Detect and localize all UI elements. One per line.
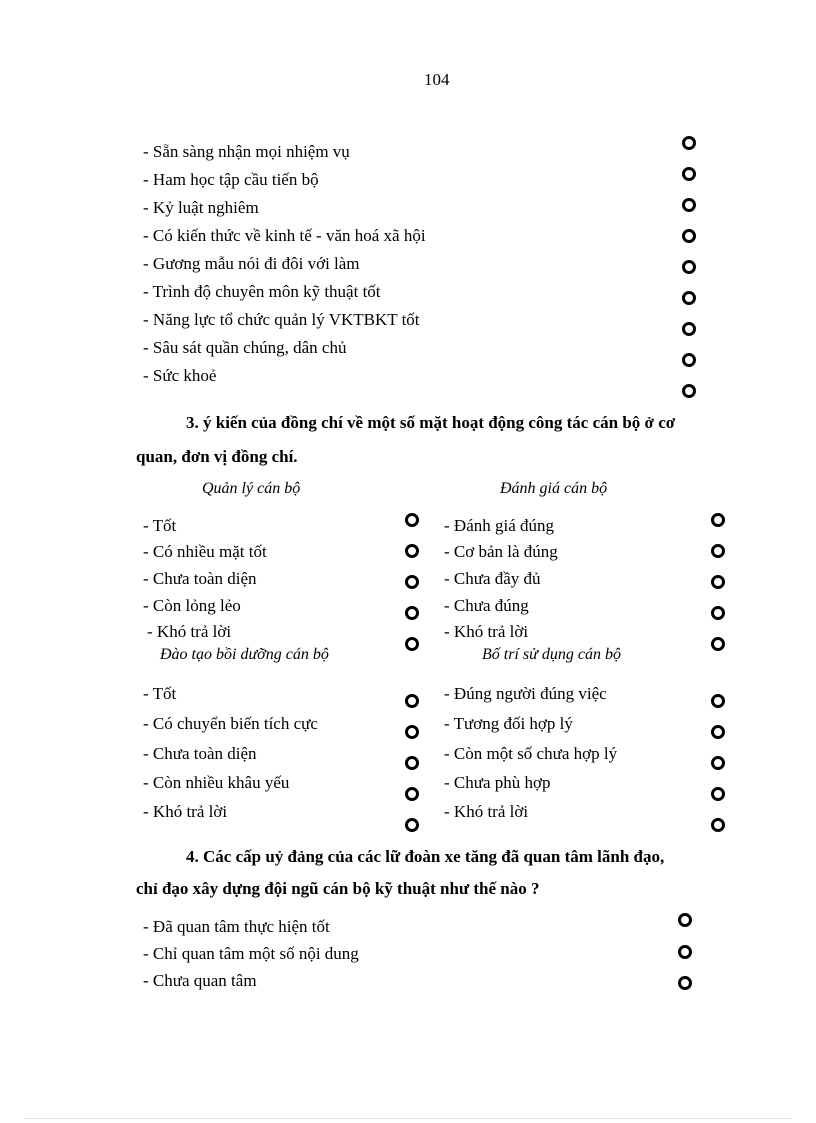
list-item: - Tương đối hợp lý xyxy=(444,714,573,733)
option-circle-icon[interactable] xyxy=(711,513,725,527)
list-item: - Khó trả lời xyxy=(147,622,232,641)
option-circle-icon[interactable] xyxy=(682,136,696,150)
question-3-number: 3. xyxy=(186,413,199,432)
list-item: - Chưa toàn diện xyxy=(143,744,257,763)
option-circle-icon[interactable] xyxy=(405,637,419,651)
list-item: - Khó trả lời xyxy=(444,802,529,821)
list-item: - Sức khoẻ xyxy=(143,366,217,385)
list-item: - Trình độ chuyên môn kỹ thuật tốt xyxy=(143,282,381,301)
list-item: - Có chuyển biến tích cực xyxy=(143,714,318,733)
option-circle-icon[interactable] xyxy=(711,637,725,651)
list-item: - Đã quan tâm thực hiện tốt xyxy=(143,917,330,936)
option-circle-icon[interactable] xyxy=(682,260,696,274)
list-item: - Còn một số chưa hợp lý xyxy=(444,744,618,763)
option-circle-icon[interactable] xyxy=(682,229,696,243)
option-circle-icon[interactable] xyxy=(682,198,696,212)
question-4-number: 4. xyxy=(186,847,199,866)
list-item: - Chưa toàn diện xyxy=(143,569,257,588)
option-circle-icon[interactable] xyxy=(711,818,725,832)
list-item: - Đánh giá đúng xyxy=(444,516,555,535)
option-circle-icon[interactable] xyxy=(405,787,419,801)
list-item: - Chưa đúng xyxy=(444,596,529,615)
question-4-text: Các cấp uỷ đảng của các lữ đoàn xe tăng đã quan tâm lãnh đạo, xyxy=(203,847,665,866)
option-circle-icon[interactable] xyxy=(682,167,696,181)
list-item: - Chỉ quan tâm một số nội dung xyxy=(143,944,359,963)
list-item: - Cơ bản là đúng xyxy=(444,542,558,561)
list-item: - Sâu sát quần chúng, dân chủ xyxy=(143,338,347,357)
list-item: - Chưa phù hợp xyxy=(444,773,551,792)
question-4-line-1 xyxy=(186,847,664,867)
option-circle-icon[interactable] xyxy=(711,756,725,770)
option-circle-icon[interactable] xyxy=(711,725,725,739)
option-circle-icon[interactable] xyxy=(711,606,725,620)
option-circle-icon[interactable] xyxy=(711,544,725,558)
option-circle-icon[interactable] xyxy=(682,384,696,398)
list-item: - Tốt xyxy=(143,684,177,703)
list-item: - Còn lỏng lẻo xyxy=(143,596,241,615)
list-item: - Chưa đầy đủ xyxy=(444,569,541,588)
option-circle-icon[interactable] xyxy=(405,818,419,832)
list-item: - Khó trả lời xyxy=(444,622,529,641)
option-circle-icon[interactable] xyxy=(678,976,692,990)
option-circle-icon[interactable] xyxy=(405,575,419,589)
option-circle-icon[interactable] xyxy=(405,725,419,739)
section-title: Quản lý cán bộ xyxy=(202,480,301,497)
option-circle-icon[interactable] xyxy=(405,694,419,708)
section-title: Đào tạo bồi dưỡng cán bộ xyxy=(160,646,329,663)
question-3-line-2: quan, đơn vị đồng chí. xyxy=(136,447,298,466)
list-item: - Gương mẫu nói đi đôi với làm xyxy=(143,254,360,273)
list-item: - Kỷ luật nghiêm xyxy=(143,198,259,217)
question-3-text: ý kiến của đồng chí về một số mặt hoạt động công tác cán bộ ở cơ xyxy=(203,413,676,432)
option-circle-icon[interactable] xyxy=(682,322,696,336)
option-circle-icon[interactable] xyxy=(678,913,692,927)
page-bottom-divider xyxy=(25,1118,791,1119)
section-title: Bố trí sử dụng cán bộ xyxy=(482,646,621,663)
list-item: - Khó trả lời xyxy=(143,802,228,821)
option-circle-icon[interactable] xyxy=(711,787,725,801)
option-circle-icon[interactable] xyxy=(405,756,419,770)
list-item: - Sẵn sàng nhận mọi nhiệm vụ xyxy=(143,142,350,161)
option-circle-icon[interactable] xyxy=(405,544,419,558)
option-circle-icon[interactable] xyxy=(711,575,725,589)
option-circle-icon[interactable] xyxy=(405,606,419,620)
option-circle-icon[interactable] xyxy=(682,353,696,367)
page-number: 104 xyxy=(424,70,450,89)
option-circle-icon[interactable] xyxy=(711,694,725,708)
option-circle-icon[interactable] xyxy=(405,513,419,527)
question-4-line-2: chỉ đạo xây dựng đội ngũ cán bộ kỹ thuật như thế nào ? xyxy=(136,879,540,898)
list-item: - Năng lực tổ chức quản lý VKTBKT tốt xyxy=(143,310,420,329)
list-item: - Có nhiều mặt tốt xyxy=(143,542,267,561)
list-item: - Ham học tập cầu tiến bộ xyxy=(143,170,319,189)
option-circle-icon[interactable] xyxy=(678,945,692,959)
list-item: - Còn nhiều khâu yếu xyxy=(143,773,290,792)
option-circle-icon[interactable] xyxy=(682,291,696,305)
question-3-line-1 xyxy=(186,413,675,433)
section-title: Đánh giá cán bộ xyxy=(500,480,608,497)
list-item: - Đúng người đúng việc xyxy=(444,684,607,703)
list-item: - Chưa quan tâm xyxy=(143,971,257,990)
list-item: - Tốt xyxy=(143,516,177,535)
list-item: - Có kiến thức về kinh tế - văn hoá xã hội xyxy=(143,226,426,245)
